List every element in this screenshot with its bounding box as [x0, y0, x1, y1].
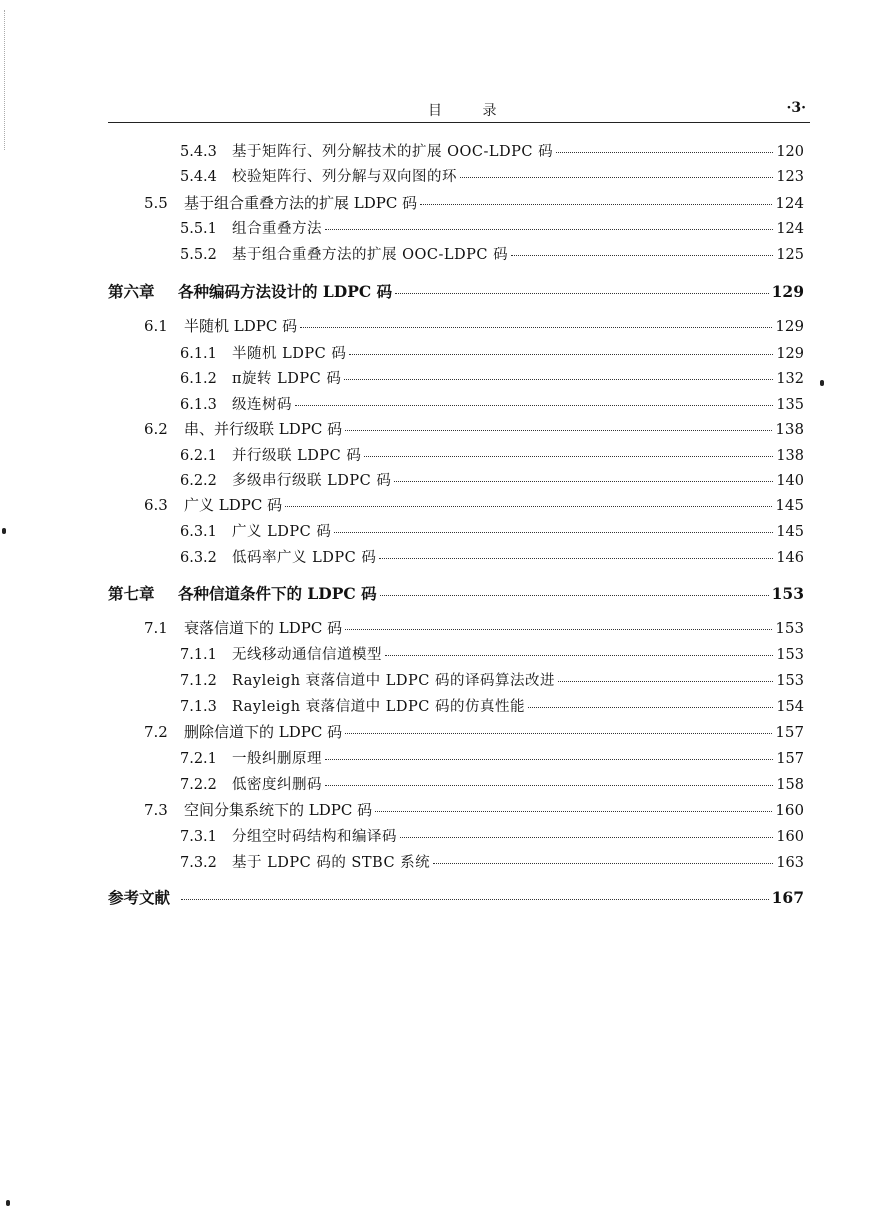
toc-entry-title: 组合重叠方法 — [232, 221, 322, 237]
dot-leader — [334, 532, 773, 533]
toc-entry-title: 基于矩阵行、列分解技术的扩展 OOC-LDPC 码 — [232, 144, 554, 160]
toc-entry-title: 并行级联 LDPC 码 — [232, 448, 362, 464]
toc-entry-page: 140 — [776, 473, 804, 489]
toc-entry-page: 129 — [775, 317, 804, 335]
dot-leader — [375, 811, 772, 812]
toc-entry-number: 第七章 — [108, 584, 155, 603]
dot-leader — [345, 629, 772, 630]
toc-entry[interactable] — [108, 886, 804, 908]
toc-entry-page: 163 — [776, 855, 804, 871]
toc-entry-title: 衰落信道下的 LDPC 码 — [184, 619, 343, 637]
dot-leader — [394, 481, 773, 482]
toc-entry-title: Rayleigh 衰落信道中 LDPC 码的译码算法改进 — [232, 673, 555, 689]
toc-entry-number: 6.2 — [144, 420, 168, 438]
toc-entry-number: 6.3.1 — [180, 524, 217, 540]
toc-entry-number: 5.5.2 — [180, 247, 217, 263]
dot-leader — [556, 152, 773, 153]
toc-entry-page: 157 — [775, 723, 804, 741]
toc-entry-page: 135 — [776, 397, 804, 413]
toc-entry-page: 153 — [771, 584, 804, 603]
toc-entry-number: 7.3.1 — [180, 829, 217, 845]
toc-entry[interactable] — [180, 695, 804, 717]
toc-entry[interactable] — [180, 140, 804, 162]
toc-entry[interactable] — [180, 444, 804, 466]
toc-entry[interactable] — [180, 546, 804, 568]
toc-entry-number: 7.3.2 — [180, 855, 217, 871]
toc-entry-page: 124 — [776, 221, 804, 237]
toc-entry-number: 7.3 — [144, 801, 168, 819]
toc-entry-page: 153 — [775, 619, 804, 637]
toc-entry-title: 级连树码 — [232, 397, 292, 413]
toc-entry[interactable] — [180, 367, 804, 389]
toc-entry-page: 157 — [776, 751, 804, 767]
toc-entry-title: 无线移动通信信道模型 — [232, 647, 382, 663]
toc-entry[interactable] — [180, 217, 804, 239]
toc-entry[interactable] — [144, 799, 804, 821]
toc-entry-number: 6.1.1 — [180, 346, 217, 362]
scan-edge-dots — [4, 10, 6, 150]
toc-entry-number: 第六章 — [108, 282, 155, 301]
dot-leader — [300, 327, 772, 328]
dot-leader — [181, 899, 769, 900]
dot-leader — [558, 681, 773, 682]
dot-leader — [433, 863, 773, 864]
dot-leader — [345, 733, 772, 734]
toc-entry-page: 138 — [776, 448, 804, 464]
toc-entry-number: 7.1.3 — [180, 699, 217, 715]
toc-entry[interactable] — [180, 243, 804, 265]
dot-leader — [295, 405, 773, 406]
dot-leader — [379, 558, 773, 559]
toc-entry-page: 125 — [776, 247, 804, 263]
toc-entry[interactable] — [144, 617, 804, 639]
toc-entry-number: 5.4.4 — [180, 169, 217, 185]
dot-leader — [325, 229, 773, 230]
scan-speck — [6, 1200, 10, 1206]
toc-entry[interactable] — [180, 393, 804, 415]
toc-entry-number: 5.5 — [144, 194, 168, 212]
toc-entry-page: 154 — [776, 699, 804, 715]
toc-entry-number: 7.2.1 — [180, 751, 217, 767]
header-page-number: ·3· — [786, 100, 806, 116]
dot-leader — [325, 759, 773, 760]
toc-entry[interactable] — [180, 851, 804, 873]
toc-entry-page: 167 — [771, 888, 804, 907]
toc-entry[interactable] — [180, 773, 804, 795]
dot-leader — [420, 204, 772, 205]
toc-entry-page: 124 — [775, 194, 804, 212]
toc-entry-page: 132 — [776, 371, 804, 387]
dot-leader — [460, 177, 773, 178]
dot-leader — [385, 655, 773, 656]
toc-entry[interactable] — [180, 825, 804, 847]
toc-entry-title: Rayleigh 衰落信道中 LDPC 码的仿真性能 — [232, 699, 525, 715]
toc-entry-page: 120 — [776, 144, 804, 160]
toc-entry[interactable] — [144, 315, 804, 337]
toc-entry-page: 145 — [776, 524, 804, 540]
toc-entry-page: 158 — [776, 777, 804, 793]
toc-entry-title: 各种编码方法设计的 LDPC 码 — [178, 282, 393, 301]
toc-entry-number: 7.1 — [144, 619, 168, 637]
toc-entry-title: 各种信道条件下的 LDPC 码 — [178, 584, 377, 603]
toc-entry[interactable] — [144, 494, 804, 516]
scan-speck — [2, 528, 6, 534]
toc-entry-number: 5.5.1 — [180, 221, 217, 237]
toc-entry-title: 低码率广义 LDPC 码 — [232, 550, 377, 566]
toc-entry[interactable] — [180, 643, 804, 665]
toc-entry-page: 160 — [776, 829, 804, 845]
dot-leader — [344, 379, 773, 380]
toc-entry[interactable] — [180, 342, 804, 364]
toc-entry-title: 校验矩阵行、列分解与双向图的环 — [232, 169, 457, 185]
toc-entry-page: 160 — [775, 801, 804, 819]
dot-leader — [285, 506, 772, 507]
dot-leader — [528, 707, 773, 708]
dot-leader — [400, 837, 773, 838]
scan-speck — [820, 380, 824, 386]
toc-entry-title: 半随机 LDPC 码 — [184, 317, 298, 335]
toc-entry-number: 参考文献 — [108, 888, 171, 907]
dot-leader — [345, 430, 772, 431]
toc-entry-number: 5.4.3 — [180, 144, 217, 160]
dot-leader — [395, 293, 769, 294]
toc-entry-page: 129 — [771, 282, 804, 301]
toc-entry-number: 6.3 — [144, 496, 168, 514]
toc-entry-number: 6.1.2 — [180, 371, 217, 387]
toc-entry-title: 基于组合重叠方法的扩展 LDPC 码 — [184, 194, 418, 212]
toc-entry-title: 多级串行级联 LDPC 码 — [232, 473, 392, 489]
toc-entry-page: 153 — [776, 647, 804, 663]
dot-leader — [325, 785, 773, 786]
toc-entry-title: 分组空时码结构和编译码 — [232, 829, 397, 845]
toc-entry-number: 6.2.2 — [180, 473, 217, 489]
toc-entry-title: 基于 LDPC 码的 STBC 系统 — [232, 855, 431, 871]
toc-entry[interactable] — [144, 192, 804, 214]
page-header — [108, 96, 810, 123]
toc-entry-title: 串、并行级联 LDPC 码 — [184, 420, 343, 438]
toc-entry-title: 半随机 LDPC 码 — [232, 346, 347, 362]
dot-leader — [349, 354, 773, 355]
toc-entry-page: 145 — [775, 496, 804, 514]
toc-entry-page: 129 — [776, 346, 804, 362]
toc-entry[interactable] — [108, 582, 804, 604]
dot-leader — [511, 255, 773, 256]
toc-entry-number: 7.1.1 — [180, 647, 217, 663]
toc-entry-number: 6.3.2 — [180, 550, 217, 566]
toc-entry-number: 7.1.2 — [180, 673, 217, 689]
toc-entry-number: 7.2 — [144, 723, 168, 741]
toc-entry-title: 广义 LDPC 码 — [184, 496, 283, 514]
toc-entry-number: 6.2.1 — [180, 448, 217, 464]
toc-entry[interactable] — [144, 721, 804, 743]
toc-entry-page: 138 — [775, 420, 804, 438]
toc-entry[interactable] — [108, 280, 804, 302]
toc-entry-page: 153 — [776, 673, 804, 689]
toc-entry-title: 基于组合重叠方法的扩展 OOC-LDPC 码 — [232, 247, 509, 263]
toc-entry[interactable] — [180, 669, 804, 691]
toc-entry-page: 146 — [776, 550, 804, 566]
toc-entry[interactable] — [180, 469, 804, 491]
toc-entry-title: 低密度纠删码 — [232, 777, 322, 793]
toc-entry-number: 6.1 — [144, 317, 168, 335]
toc-entry-title: 广义 LDPC 码 — [232, 524, 332, 540]
dot-leader — [364, 456, 773, 457]
toc-entry-title: π旋转 LDPC 码 — [232, 371, 342, 387]
toc-entry[interactable] — [144, 418, 804, 440]
toc-entry[interactable] — [180, 165, 804, 187]
toc-entry-title: 空间分集系统下的 LDPC 码 — [184, 801, 373, 819]
toc-entry-title: 删除信道下的 LDPC 码 — [184, 723, 343, 741]
header-title: 目 录 — [428, 103, 515, 119]
toc-entry[interactable] — [180, 520, 804, 542]
dot-leader — [380, 595, 769, 596]
toc-entry[interactable] — [180, 747, 804, 769]
toc-entry-page: 123 — [776, 169, 804, 185]
toc-entry-title: 一般纠删原理 — [232, 751, 322, 767]
toc-entry-number: 7.2.2 — [180, 777, 217, 793]
toc-entry-number: 6.1.3 — [180, 397, 217, 413]
